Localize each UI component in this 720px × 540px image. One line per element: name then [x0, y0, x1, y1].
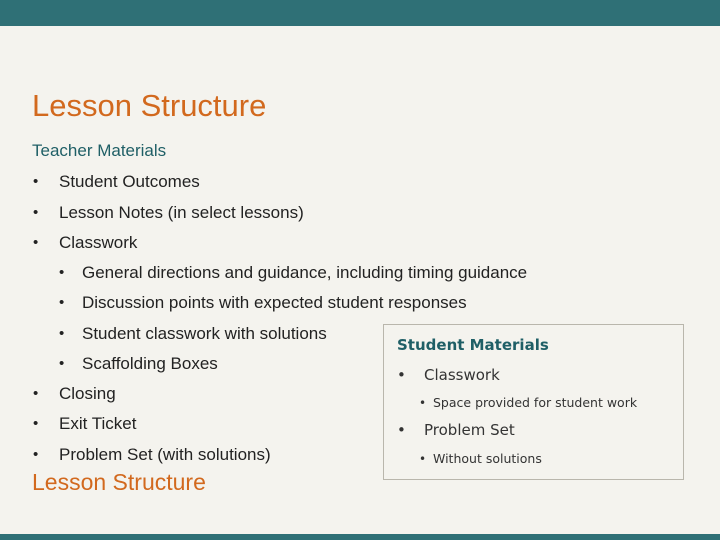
student-subitem-space-provided: Space provided for student work [433, 395, 638, 410]
bottom-accent-bar [0, 534, 720, 540]
teacher-item-exit-ticket: Exit Ticket [59, 414, 137, 433]
teacher-item-student-outcomes: Student Outcomes [59, 172, 200, 191]
slide-title: Lesson Structure [32, 88, 267, 123]
bullet-icon: • [419, 452, 427, 466]
footer-title: Lesson Structure [32, 469, 206, 495]
student-item-classwork: Classwork [424, 366, 500, 384]
teacher-item-classwork: Classwork [59, 233, 138, 252]
classwork-subitem-directions: General directions and guidance, including timing guidance [82, 263, 528, 282]
student-materials-box [383, 324, 684, 480]
bullet-icon: • [33, 173, 39, 190]
student-subitem-without-solutions: Without solutions [433, 451, 542, 466]
bullet-icon: • [33, 415, 39, 432]
bullet-icon: • [33, 446, 39, 463]
teacher-item-problem-set: Problem Set (with solutions) [59, 445, 271, 464]
student-item-problem-set: Problem Set [424, 421, 515, 439]
bullet-icon: • [59, 325, 65, 342]
bullet-icon: • [397, 366, 406, 384]
bullet-icon: • [33, 234, 39, 251]
teacher-materials-heading: Teacher Materials [32, 141, 167, 160]
top-accent-bar [0, 0, 720, 26]
bullet-icon: • [59, 355, 65, 372]
student-materials-heading: Student Materials [397, 336, 549, 354]
classwork-subitem-solutions: Student classwork with solutions [82, 324, 327, 343]
classwork-subitem-scaffolding: Scaffolding Boxes [82, 354, 218, 373]
classwork-subitem-discussion: Discussion points with expected student responses [82, 293, 467, 312]
bullet-icon: • [33, 385, 39, 402]
bullet-icon: • [419, 396, 427, 410]
teacher-item-closing: Closing [59, 384, 116, 403]
bullet-icon: • [59, 264, 65, 281]
bullet-icon: • [397, 421, 406, 439]
bullet-icon: • [59, 294, 65, 311]
teacher-item-lesson-notes: Lesson Notes (in select lessons) [59, 203, 304, 222]
bullet-icon: • [33, 204, 39, 221]
